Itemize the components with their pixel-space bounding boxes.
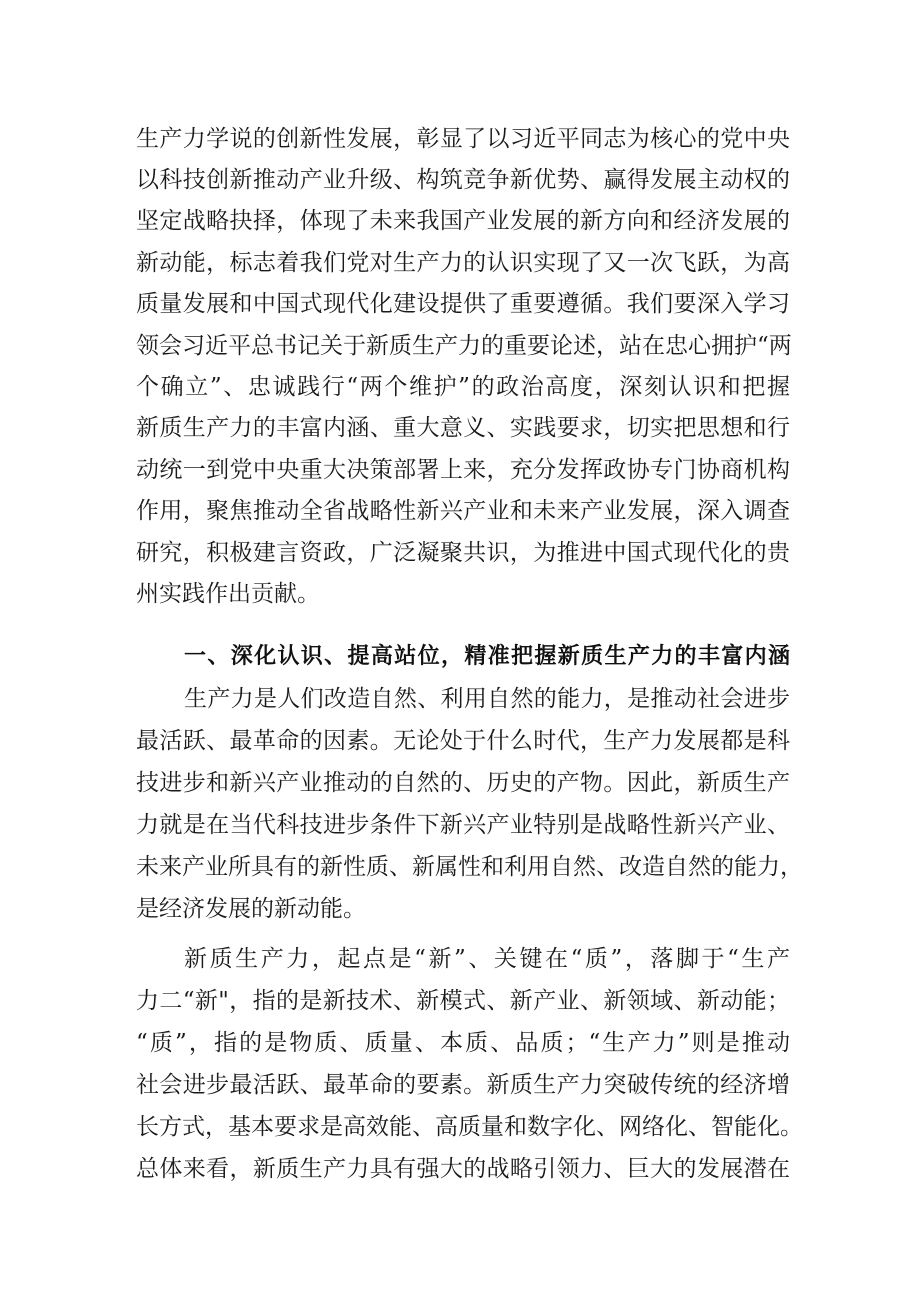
paragraph1-line-7: 个确立”、忠诚践行“两个维护”的政治高度，深刻认识和把握 (136, 374, 790, 400)
paragraph1-line-6: 领会习近平总书记关于新质生产力的重要论述，站在忠心拥护“两 (136, 333, 792, 359)
paragraph1-line-10: 作用，聚焦推动全省战略性新兴产业和未来产业发展，深入调查 (136, 498, 790, 524)
paragraph3-line-3: “质”，指的是物质、质量、本质、品质；“生产力”则是推动 (136, 1030, 790, 1056)
paragraph1-line-2: 以科技创新推动产业升级、构筑竞争新优势、赢得发展主动权的 (136, 167, 790, 193)
paragraph2-line-6: 是经济发展的新动能。 (136, 896, 366, 922)
paragraph2-line-3: 技进步和新兴产业推动的自然的、历史的产物。因此，新质生产 (136, 770, 790, 796)
section-heading: 一、深化认识、提高站位，精准把握新质生产力的丰富内涵 (184, 644, 790, 669)
paragraph2-line-2: 最活跃、最革命的因素。无论处于什么时代，生产力发展都是科 (136, 728, 790, 754)
paragraph1-line-9: 动统一到党中央重大决策部署上来，充分发挥政协专门协商机构 (136, 457, 790, 483)
paragraph1-line-1: 生产力学说的创新性发展，彰显了以习近平同志为核心的党中央 (136, 126, 790, 152)
paragraph1-line-12: 州实践作出贡献。 (136, 581, 320, 607)
paragraph1-line-4: 新动能，标志着我们党对生产力的认识实现了又一次飞跃，为高 (136, 250, 790, 276)
paragraph3-line-1: 新质生产力，起点是“新”、关键在“质”，落脚于“生产 (184, 946, 790, 972)
paragraph2-line-4: 力就是在当代科技进步条件下新兴产业特别是战略性新兴产业、 (136, 812, 790, 838)
paragraph2-line-1: 生产力是人们改造自然、利用自然的能力，是推动社会进步 (184, 686, 790, 712)
paragraph3-line-6: 总体来看，新质生产力具有强大的战略引领力、巨大的发展潜在 (136, 1156, 790, 1182)
paragraph3-line-5: 长方式，基本要求是高效能、高质量和数字化、网络化、智能化。 (136, 1114, 803, 1140)
paragraph1-line-11: 研究，积极建言资政，广泛凝聚共识，为推进中国式现代化的贵 (136, 540, 790, 566)
paragraph1-line-8: 新质生产力的丰富内涵、重大意义、实践要求，切实把思想和行 (136, 415, 790, 441)
paragraph3-line-2: 力二“新"，指的是新技术、新模式、新产业、新领域、新动能； (136, 988, 790, 1014)
paragraph1-line-3: 坚定战略抉择，体现了未来我国产业发展的新方向和经济发展的 (136, 208, 790, 234)
paragraph3-line-4: 社会进步最活跃、最革命的要素。新质生产力突破传统的经济增 (136, 1072, 790, 1098)
paragraph1-line-5: 质量发展和中国式现代化建设提供了重要遵循。我们要深入学习 (136, 291, 790, 317)
paragraph2-line-5: 未来产业所具有的新性质、新属性和利用自然、改造自然的能力， (136, 854, 803, 880)
